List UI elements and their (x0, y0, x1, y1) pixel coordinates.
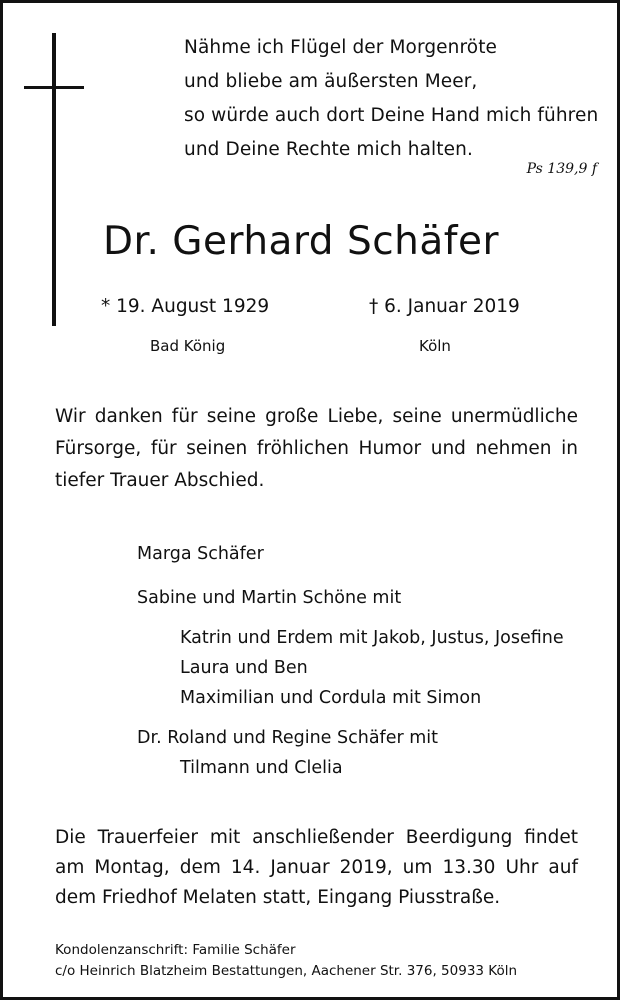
contact-line: c/o Heinrich Blatzheim Bestattungen, Aachener Str. 376, 50933 Köln (55, 963, 518, 979)
condolence-address (55, 940, 517, 982)
cross-icon (52, 33, 56, 326)
family-member: Dr. Roland und Regine Schäfer mit (137, 728, 439, 748)
funeral-line: dem Friedhof Melaten statt, Eingang Piusstraße. (55, 887, 501, 908)
thanks-line: tiefer Trauer Abschied. (55, 470, 265, 491)
bible-verse (184, 31, 598, 167)
family-member: Sabine und Martin Schöne mit (137, 588, 402, 608)
family-member: Katrin und Erdem mit Jakob, Justus, Josefine (180, 628, 564, 648)
verse-line: und bliebe am äußersten Meer, (184, 71, 478, 92)
verse-line: und Deine Rechte mich halten. (184, 139, 473, 160)
funeral-line: Die Trauerfeier mit anschließender Beerdigung findet (55, 827, 578, 848)
death-place: Köln (419, 337, 451, 355)
verse-line: so würde auch dort Deine Hand mich führen (184, 105, 599, 126)
family-member: Maximilian und Cordula mit Simon (180, 688, 482, 708)
thanks-paragraph (55, 401, 578, 497)
birth-date: * 19. August 1929 (101, 296, 270, 317)
verse-line: Nähme ich Flügel der Morgenröte (184, 37, 498, 58)
birth-place: Bad König (150, 337, 226, 355)
deceased-name: Dr. Gerhard Schäfer (103, 219, 500, 264)
family-member: Laura und Ben (180, 658, 308, 678)
cross-icon-bar (24, 86, 84, 89)
contact-line: Kondolenzanschrift: Familie Schäfer (55, 942, 296, 958)
death-date: † 6. Januar 2019 (369, 296, 520, 317)
family-member: Marga Schäfer (137, 544, 264, 564)
family-member: Tilmann und Clelia (180, 758, 343, 778)
thanks-line: Wir danken für seine große Liebe, seine unermüdliche (55, 406, 578, 427)
thanks-line: Fürsorge, für seinen fröhlichen Humor und nehmen in (55, 438, 578, 459)
funeral-paragraph (55, 823, 578, 913)
verse-source: Ps 139,9 f (526, 161, 597, 177)
funeral-line: am Montag, dem 14. Januar 2019, um 13.30 Uhr auf (55, 857, 578, 878)
